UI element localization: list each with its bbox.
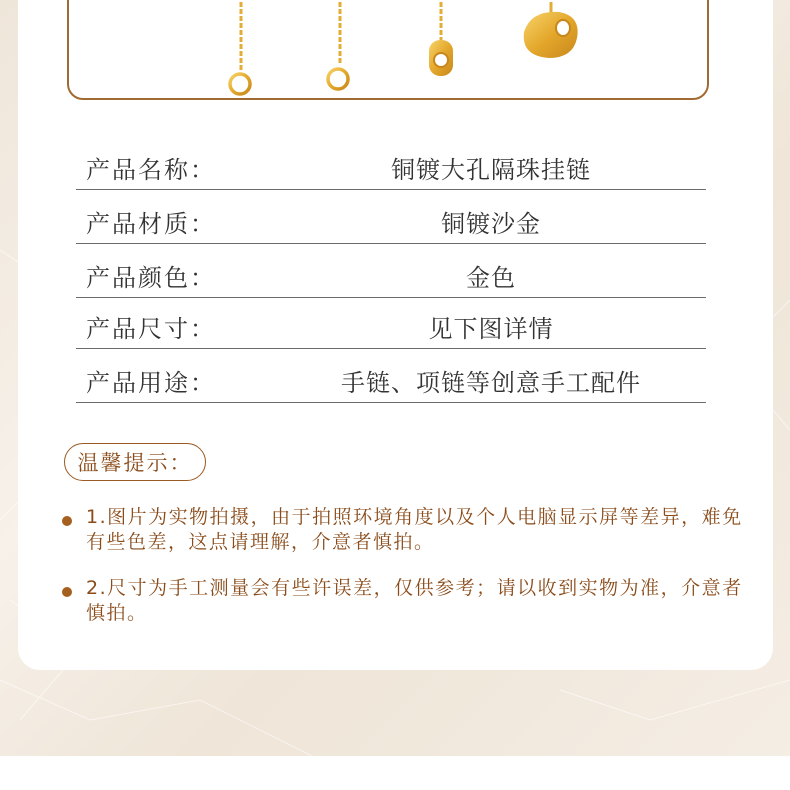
spec-row-size	[76, 298, 706, 349]
spec-value: 手链、项链等创意手工配件	[341, 369, 641, 397]
spec-value: 铜镀大孔隔珠挂链	[391, 156, 591, 184]
tip-text: 1.图片为实物拍摄，由于拍照环境角度以及个人电脑显示屏等差异，难免有些色差，这点请理解，介意者慎拍。	[86, 506, 743, 553]
spec-value: 金色	[466, 264, 516, 292]
spec-value: 见下图详情	[428, 315, 554, 343]
bullet-dot-icon	[62, 516, 72, 526]
tips-title: 温馨提示：	[77, 451, 193, 475]
chain-ring-pendant-icon	[328, 2, 348, 89]
product-photo-frame	[67, 0, 709, 100]
spec-value: 铜镀沙金	[441, 210, 541, 238]
spec-label: 产品名称：	[86, 156, 216, 184]
spec-label: 产品尺寸：	[86, 315, 216, 343]
spec-label: 产品颜色：	[86, 264, 216, 292]
spec-row-usage	[76, 352, 706, 403]
spec-row-color	[76, 247, 706, 298]
spec-row-name	[76, 139, 706, 190]
bullet-dot-icon	[62, 587, 72, 597]
gold-bead-charm-icon	[524, 2, 578, 58]
product-photo	[69, 0, 711, 100]
tip-text: 2.尺寸为手工测量会有些许误差，仅供参考；请以收到实物为准，介意者慎拍。	[86, 577, 743, 624]
spec-label: 产品材质：	[86, 210, 216, 238]
clasp-charm-icon	[429, 2, 453, 76]
spec-row-material	[76, 193, 706, 244]
spec-label: 产品用途：	[86, 369, 216, 397]
bottom-strip	[0, 756, 790, 790]
chain-ring-pendant-icon	[230, 2, 250, 94]
tips-title-badge	[64, 443, 206, 481]
